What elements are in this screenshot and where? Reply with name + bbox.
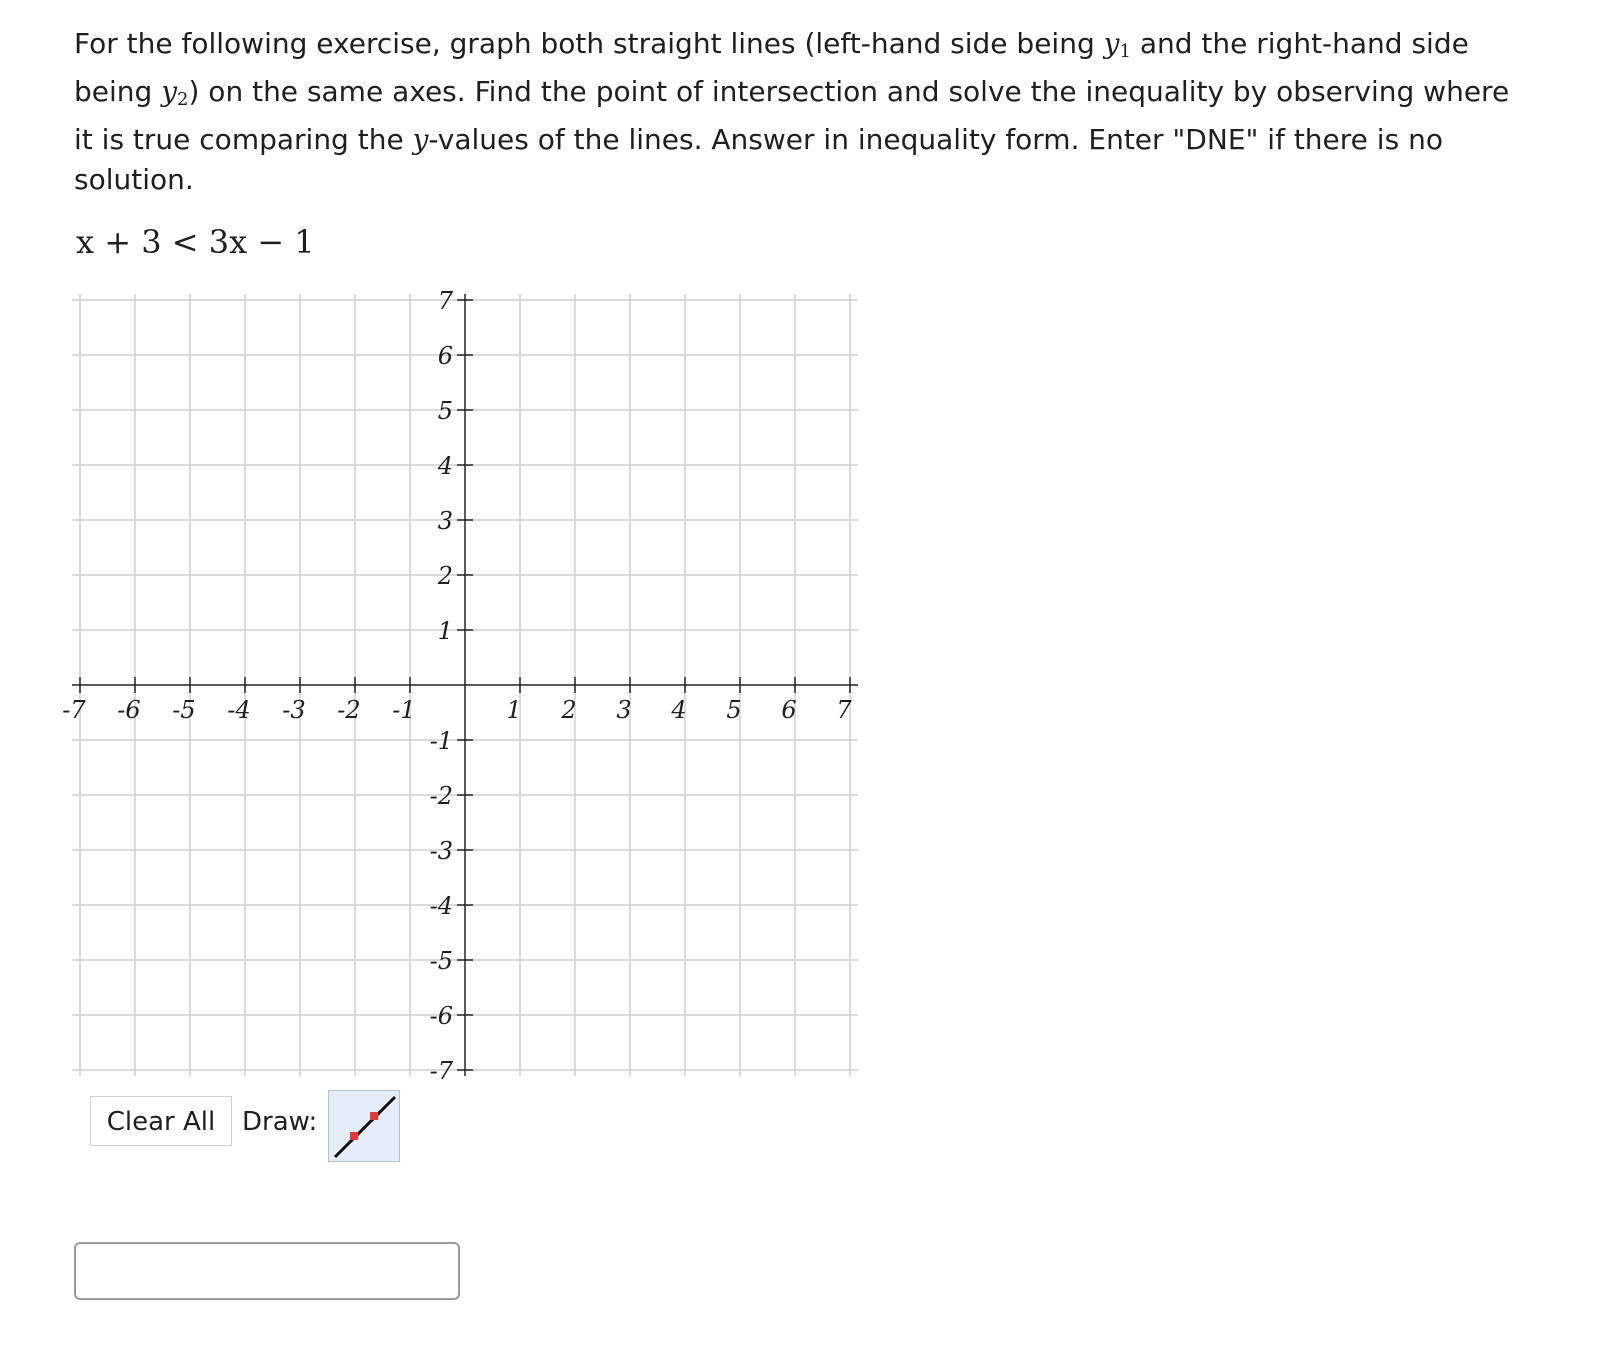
line-tool-button[interactable] — [328, 1090, 400, 1162]
x-tick-label: 5 — [726, 696, 742, 724]
y-tick-label: 6 — [437, 342, 453, 370]
question-text: For the following exercise, graph both straight lines (left-hand side being $y_1$ and the right-hand side being $y_2$) on the same axes. Find the point of intersection and solve the inequality by observing where it is true comparing the y-values of the lines. Answer in inequality form. Enter "DNE" if there is no solution. — [74, 27, 1510, 196]
line-point-start — [350, 1132, 358, 1140]
x-tick-label: -1 — [392, 696, 416, 724]
y-symbol: y — [412, 123, 429, 156]
x-tick-label: -7 — [62, 696, 86, 724]
y-tick-label: -5 — [429, 947, 453, 975]
x-tick-label: -2 — [337, 696, 361, 724]
y-tick-label: 1 — [437, 617, 453, 645]
y-tick-label: 7 — [437, 287, 453, 315]
x-tick-label: -4 — [227, 696, 251, 724]
x-tick-label: -5 — [172, 696, 196, 724]
x-tick-label: -3 — [282, 696, 306, 724]
line-segment-icon — [329, 1091, 401, 1163]
clear-all-button[interactable]: Clear All — [90, 1096, 232, 1146]
x-tick-label: 7 — [836, 696, 852, 724]
inequality-equation: x + 3 < 3x − 1 — [76, 223, 315, 261]
x-tick-label: 3 — [616, 696, 632, 724]
draw-label: Draw: — [242, 1107, 318, 1137]
y-tick-label: 4 — [437, 452, 453, 480]
y-tick-label: -6 — [429, 1002, 453, 1030]
y2-symbol: $y_2$ — [161, 75, 189, 110]
y-tick-label: -4 — [429, 892, 453, 920]
line-segment-stroke — [335, 1097, 395, 1157]
y1-symbol: $y_1$ — [1103, 27, 1131, 62]
x-tick-label: 2 — [561, 696, 577, 724]
x-tick-label: 4 — [671, 696, 687, 724]
y-tick-label: -1 — [429, 727, 453, 755]
line-point-end — [370, 1112, 378, 1120]
x-tick-label: 6 — [781, 696, 797, 724]
x-tick-label: 1 — [506, 696, 522, 724]
y-tick-label: 2 — [437, 562, 453, 590]
y-tick-label: -3 — [429, 837, 453, 865]
y-tick-label: -2 — [429, 782, 453, 810]
x-tick-label: -6 — [117, 696, 141, 724]
y-tick-label: -7 — [429, 1057, 453, 1085]
answer-input[interactable] — [74, 1242, 460, 1300]
y-tick-label: 3 — [437, 507, 453, 535]
y-tick-label: 5 — [437, 397, 453, 425]
